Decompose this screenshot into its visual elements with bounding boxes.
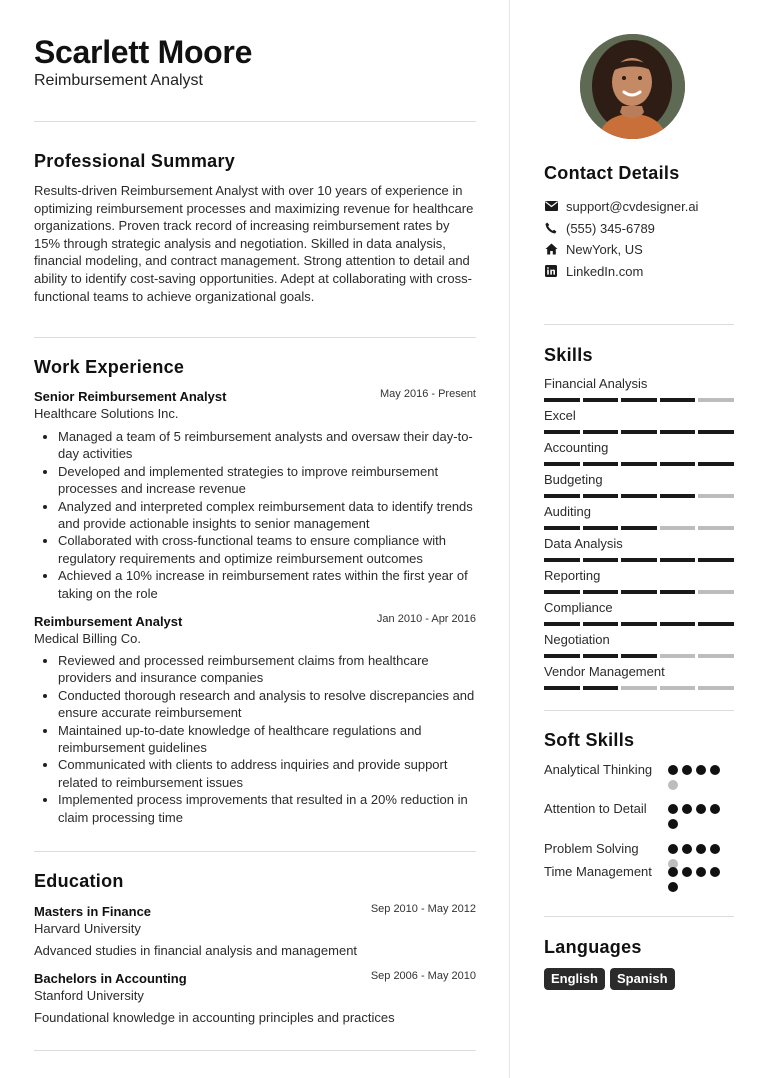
list-item: Reviewed and processed reimbursement claims from healthcare providers and insurance companies <box>34 652 476 687</box>
skill-label: Compliance <box>544 600 613 615</box>
phone-icon <box>544 221 558 235</box>
skill-level-segment <box>621 558 657 562</box>
rating-dot <box>668 780 678 790</box>
skill-level-segment <box>544 590 580 594</box>
list-item: Analyzed and interpreted complex reimbursement data to identify trends and provide actionable insights to senior management <box>34 498 476 533</box>
skill-level-bar <box>544 462 734 466</box>
job-title: Reimbursement Analyst <box>34 614 183 629</box>
contact-phone[interactable] <box>544 219 655 237</box>
skill-level-segment <box>583 462 619 466</box>
skill-level-bar <box>544 494 734 498</box>
list-item: Achieved a 10% increase in reimbursement rates within the first year of taking on the role <box>34 567 476 602</box>
avatar <box>580 34 685 139</box>
rating-dot <box>710 765 720 775</box>
divider <box>34 1050 476 1051</box>
contact-location <box>544 240 643 258</box>
summary-title: Professional Summary <box>34 151 236 171</box>
skill-level-segment <box>544 526 580 530</box>
list-item: Developed and implemented strategies to improve reimbursement processes and increase revenue <box>34 463 476 498</box>
education-title: Education <box>34 871 124 891</box>
soft-skill-label: Analytical Thinking <box>544 762 653 777</box>
skill-level-segment <box>583 430 619 434</box>
list-item: Managed a team of 5 reimbursement analysts and oversaw their day-to-day activities <box>34 428 476 463</box>
skill-level-bar <box>544 622 734 626</box>
rating-dot <box>668 882 678 892</box>
skill-level-segment <box>621 494 657 498</box>
skill-label: Negotiation <box>544 632 610 647</box>
divider <box>544 916 734 917</box>
rating-dot <box>668 765 678 775</box>
skill-row <box>544 504 734 534</box>
rating-dot <box>682 867 692 877</box>
rating-dot <box>668 867 678 877</box>
rating-dot <box>668 804 678 814</box>
skill-label: Vendor Management <box>544 664 665 679</box>
skill-level-segment <box>621 462 657 466</box>
skill-level-bar <box>544 558 734 562</box>
skill-level-segment <box>660 590 696 594</box>
skill-level-segment <box>698 622 734 626</box>
edu-dates: Sep 2010 - May 2012 <box>370 903 476 915</box>
languages-list <box>544 968 675 990</box>
skills-title: Skills <box>544 345 593 365</box>
skill-level-segment <box>660 398 696 402</box>
skill-level-segment <box>544 398 580 402</box>
envelope-icon <box>544 199 558 213</box>
job-bullets <box>34 428 476 602</box>
job-company: Healthcare Solutions Inc. <box>34 406 179 421</box>
soft-skill-rating <box>668 765 724 790</box>
skill-level-segment <box>544 686 580 690</box>
list-item: Communicated with clients to address inquiries and provide support related to reimbursement issues <box>34 756 476 791</box>
rating-dot <box>696 844 706 854</box>
skill-level-segment <box>583 494 619 498</box>
rating-dot <box>668 844 678 854</box>
skill-level-segment <box>660 430 696 434</box>
skill-label: Data Analysis <box>544 536 623 551</box>
skill-level-segment <box>660 622 696 626</box>
skill-row <box>544 440 734 470</box>
skill-label: Financial Analysis <box>544 376 648 391</box>
job-title: Senior Reimbursement Analyst <box>34 389 227 404</box>
skill-level-segment <box>621 398 657 402</box>
soft-skills-title: Soft Skills <box>544 730 635 750</box>
skill-level-segment <box>621 526 657 530</box>
skill-level-segment <box>660 494 696 498</box>
skill-level-segment <box>698 430 734 434</box>
rating-dot <box>682 765 692 775</box>
languages-title: Languages <box>544 937 642 957</box>
contact-phone-text: (555) 345-6789 <box>566 220 655 236</box>
job-company: Medical Billing Co. <box>34 631 141 646</box>
skill-level-segment <box>544 462 580 466</box>
linkedin-icon <box>544 264 558 278</box>
skill-level-segment <box>698 654 734 658</box>
home-icon <box>544 242 558 256</box>
rating-dot <box>710 844 720 854</box>
skill-row <box>544 536 734 566</box>
edu-description: Foundational knowledge in accounting principles and practices <box>34 1010 395 1025</box>
edu-school: Stanford University <box>34 988 144 1003</box>
skill-row <box>544 600 734 630</box>
summary-text: Results-driven Reimbursement Analyst with over 10 years of experience in optimizing reimbursement processes and maximizing revenue for healthcare organizations. Proven track record of increasing reimbursement rates by 15% through strategic analysis and negotiation. Skilled in data analysis, financial modeling, and contract management. Strong attention to detail and ability to identify cost-saving opportunities. Adept at collaborating with cross-functional teams to achieve organizational goals. <box>34 183 474 304</box>
skill-level-segment <box>698 526 734 530</box>
rating-dot <box>682 844 692 854</box>
contact-title: Contact Details <box>544 163 680 183</box>
soft-skill-rating <box>668 844 724 869</box>
divider <box>544 710 734 711</box>
experience-title: Work Experience <box>34 357 185 377</box>
job-dates: Jan 2010 - Apr 2016 <box>376 613 476 625</box>
language-tag: English <box>544 968 605 990</box>
rating-dot <box>696 804 706 814</box>
rating-dot <box>696 867 706 877</box>
skill-level-segment <box>698 558 734 562</box>
skill-level-segment <box>621 590 657 594</box>
skill-level-segment <box>544 654 580 658</box>
skill-level-segment <box>698 494 734 498</box>
column-divider <box>509 0 510 1078</box>
skill-level-segment <box>544 430 580 434</box>
skill-level-bar <box>544 686 734 690</box>
avatar-portrait-icon <box>580 34 685 139</box>
divider <box>544 324 734 325</box>
skill-level-segment <box>660 558 696 562</box>
skill-level-segment <box>621 622 657 626</box>
skill-level-segment <box>583 398 619 402</box>
edu-school: Harvard University <box>34 921 141 936</box>
soft-skill-label: Problem Solving <box>544 841 639 856</box>
skill-level-segment <box>544 558 580 562</box>
list-item: Implemented process improvements that resulted in a 20% reduction in claim processing time <box>34 791 476 826</box>
skill-level-segment <box>583 654 619 658</box>
skill-level-segment <box>583 558 619 562</box>
edu-degree: Masters in Finance <box>34 904 152 919</box>
rating-dot <box>710 867 720 877</box>
list-item: Conducted thorough research and analysis to resolve discrepancies and ensure accurate reimbursement <box>34 687 476 722</box>
candidate-name: Scarlett Moore <box>34 34 253 70</box>
contact-email[interactable] <box>544 197 698 215</box>
skill-level-segment <box>698 398 734 402</box>
rating-dot <box>668 819 678 829</box>
skill-level-segment <box>583 526 619 530</box>
skill-level-segment <box>698 590 734 594</box>
skill-row <box>544 568 734 598</box>
candidate-role: Reimbursement Analyst <box>34 72 203 89</box>
skill-level-segment <box>583 622 619 626</box>
rating-dot <box>682 804 692 814</box>
skill-level-bar <box>544 398 734 402</box>
rating-dot <box>696 765 706 775</box>
skill-level-bar <box>544 590 734 594</box>
skill-row <box>544 632 734 662</box>
edu-degree: Bachelors in Accounting <box>34 971 187 986</box>
skill-label: Accounting <box>544 440 609 455</box>
contact-linkedin-text: LinkedIn.com <box>566 263 644 279</box>
edu-dates: Sep 2006 - May 2010 <box>370 970 476 982</box>
skill-level-segment <box>660 462 696 466</box>
skill-row <box>544 472 734 502</box>
divider <box>34 121 476 122</box>
skill-row <box>544 376 734 406</box>
soft-skill-rating <box>668 804 724 829</box>
job-bullets <box>34 652 476 826</box>
skill-label: Excel <box>544 408 576 423</box>
list-item: Collaborated with cross-functional teams to ensure compliance with regulatory requirements and optimize reimbursement outcomes <box>34 532 476 567</box>
skill-level-bar <box>544 654 734 658</box>
skill-level-segment <box>583 686 619 690</box>
list-item: Maintained up-to-date knowledge of healthcare regulations and reimbursement guidelines <box>34 722 476 757</box>
contact-email-text: support@cvdesigner.ai <box>566 198 699 214</box>
skill-level-segment <box>544 494 580 498</box>
skill-level-segment <box>621 686 657 690</box>
skill-level-bar <box>544 430 734 434</box>
soft-skill-label: Attention to Detail <box>544 801 647 816</box>
skill-row <box>544 664 734 694</box>
soft-skill-rating <box>668 867 724 892</box>
skill-level-segment <box>621 654 657 658</box>
divider <box>34 851 476 852</box>
skill-label: Auditing <box>544 504 591 519</box>
edu-description: Advanced studies in financial analysis and management <box>34 943 358 958</box>
language-tag: Spanish <box>610 968 675 990</box>
rating-dot <box>710 804 720 814</box>
skill-label: Budgeting <box>544 472 603 487</box>
skill-level-segment <box>660 526 696 530</box>
contact-location-text: NewYork, US <box>566 241 643 257</box>
skill-level-segment <box>698 686 734 690</box>
skill-level-segment <box>660 686 696 690</box>
skill-level-segment <box>583 590 619 594</box>
skill-level-segment <box>544 622 580 626</box>
job-dates: May 2016 - Present <box>380 388 476 400</box>
skill-level-segment <box>698 462 734 466</box>
skill-level-segment <box>660 654 696 658</box>
skill-label: Reporting <box>544 568 601 583</box>
contact-linkedin[interactable] <box>544 262 643 280</box>
skill-row <box>544 408 734 438</box>
skill-level-segment <box>621 430 657 434</box>
divider <box>34 337 476 338</box>
soft-skill-label: Time Management <box>544 864 652 879</box>
skill-level-bar <box>544 526 734 530</box>
